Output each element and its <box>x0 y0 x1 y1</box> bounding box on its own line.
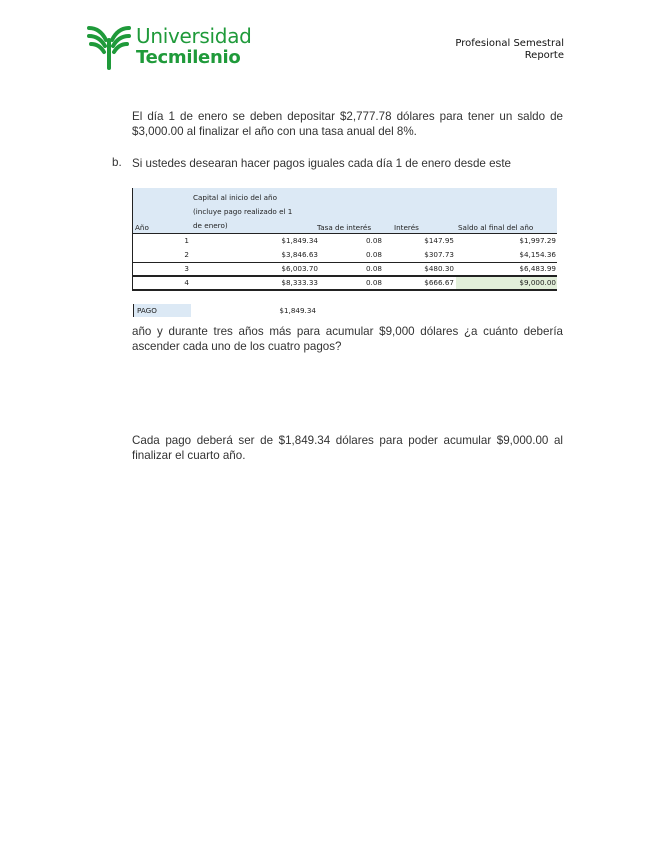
header-capital-line1: Capital al inicio del año <box>193 193 277 202</box>
cell-year: 1 <box>184 236 189 245</box>
item-b-question: Si ustedes desearan hacer pagos iguales cada día 1 de enero desde este <box>132 157 511 170</box>
cell-capital: $1,849.34 <box>281 236 318 245</box>
table-row-rule <box>132 262 557 263</box>
header-rate: Tasa de interés <box>317 223 372 232</box>
header-year: Año <box>135 223 149 232</box>
header-interest: Interés <box>394 223 419 232</box>
table-row-rule <box>132 275 557 277</box>
tecmilenio-leaf-icon <box>86 20 132 70</box>
cell-rate: 0.08 <box>365 250 382 259</box>
payment-label: PAGO <box>133 304 191 317</box>
cell-balance: $6,483.99 <box>519 264 556 273</box>
header-program: Profesional Semestral <box>455 38 564 49</box>
cell-rate: 0.08 <box>365 278 382 287</box>
table-header-rule <box>132 233 557 234</box>
cell-capital: $8,333.33 <box>281 278 318 287</box>
paragraph-deposit-result: El día 1 de enero se deben depositar $2,777.78 dólares para tener un saldo de $3,000.00 al finalizar el año con una tasa anual del 8%. <box>132 110 563 138</box>
cell-balance: $1,997.29 <box>519 236 556 245</box>
paragraph-answer: Cada pago deberá ser de $1,849.34 dólares para poder acumular $9,000.00 al finalizar el cuarto año. <box>132 434 563 462</box>
cell-interest: $307.73 <box>424 250 454 259</box>
payment-value: $1,849.34 <box>279 306 316 315</box>
cell-capital: $6,003.70 <box>281 264 318 273</box>
cell-rate: 0.08 <box>365 236 382 245</box>
cell-balance: $4,154.36 <box>519 250 556 259</box>
document-header-info <box>455 38 564 62</box>
logo-text-tecmilenio: Tecmilenio <box>136 47 241 68</box>
cell-capital: $3,846.63 <box>281 250 318 259</box>
university-logo <box>86 20 266 72</box>
header-doc-type: Reporte <box>524 50 564 61</box>
table-bottom-rule <box>132 289 557 291</box>
payment-schedule-table <box>132 188 557 290</box>
header-capital-line2: (incluye pago realizado el 1 <box>193 207 293 216</box>
cell-interest: $666.67 <box>424 278 454 287</box>
header-capital-line3: de enero) <box>193 221 228 230</box>
logo-text-universidad: Universidad <box>136 24 252 48</box>
cell-year: 2 <box>184 250 189 259</box>
item-b-label: b. <box>112 156 122 169</box>
cell-year: 3 <box>184 264 189 273</box>
header-balance: Saldo al final del año <box>458 223 534 232</box>
cell-interest: $147.95 <box>424 236 454 245</box>
cell-rate: 0.08 <box>365 264 382 273</box>
cell-interest: $480.30 <box>424 264 454 273</box>
cell-balance: $9,000.00 <box>519 278 556 287</box>
item-b-question-continued: año y durante tres años más para acumular $9,000 dólares ¿a cuánto debería ascender cada uno de los cuatro pagos? <box>132 325 563 353</box>
cell-year: 4 <box>184 278 189 287</box>
